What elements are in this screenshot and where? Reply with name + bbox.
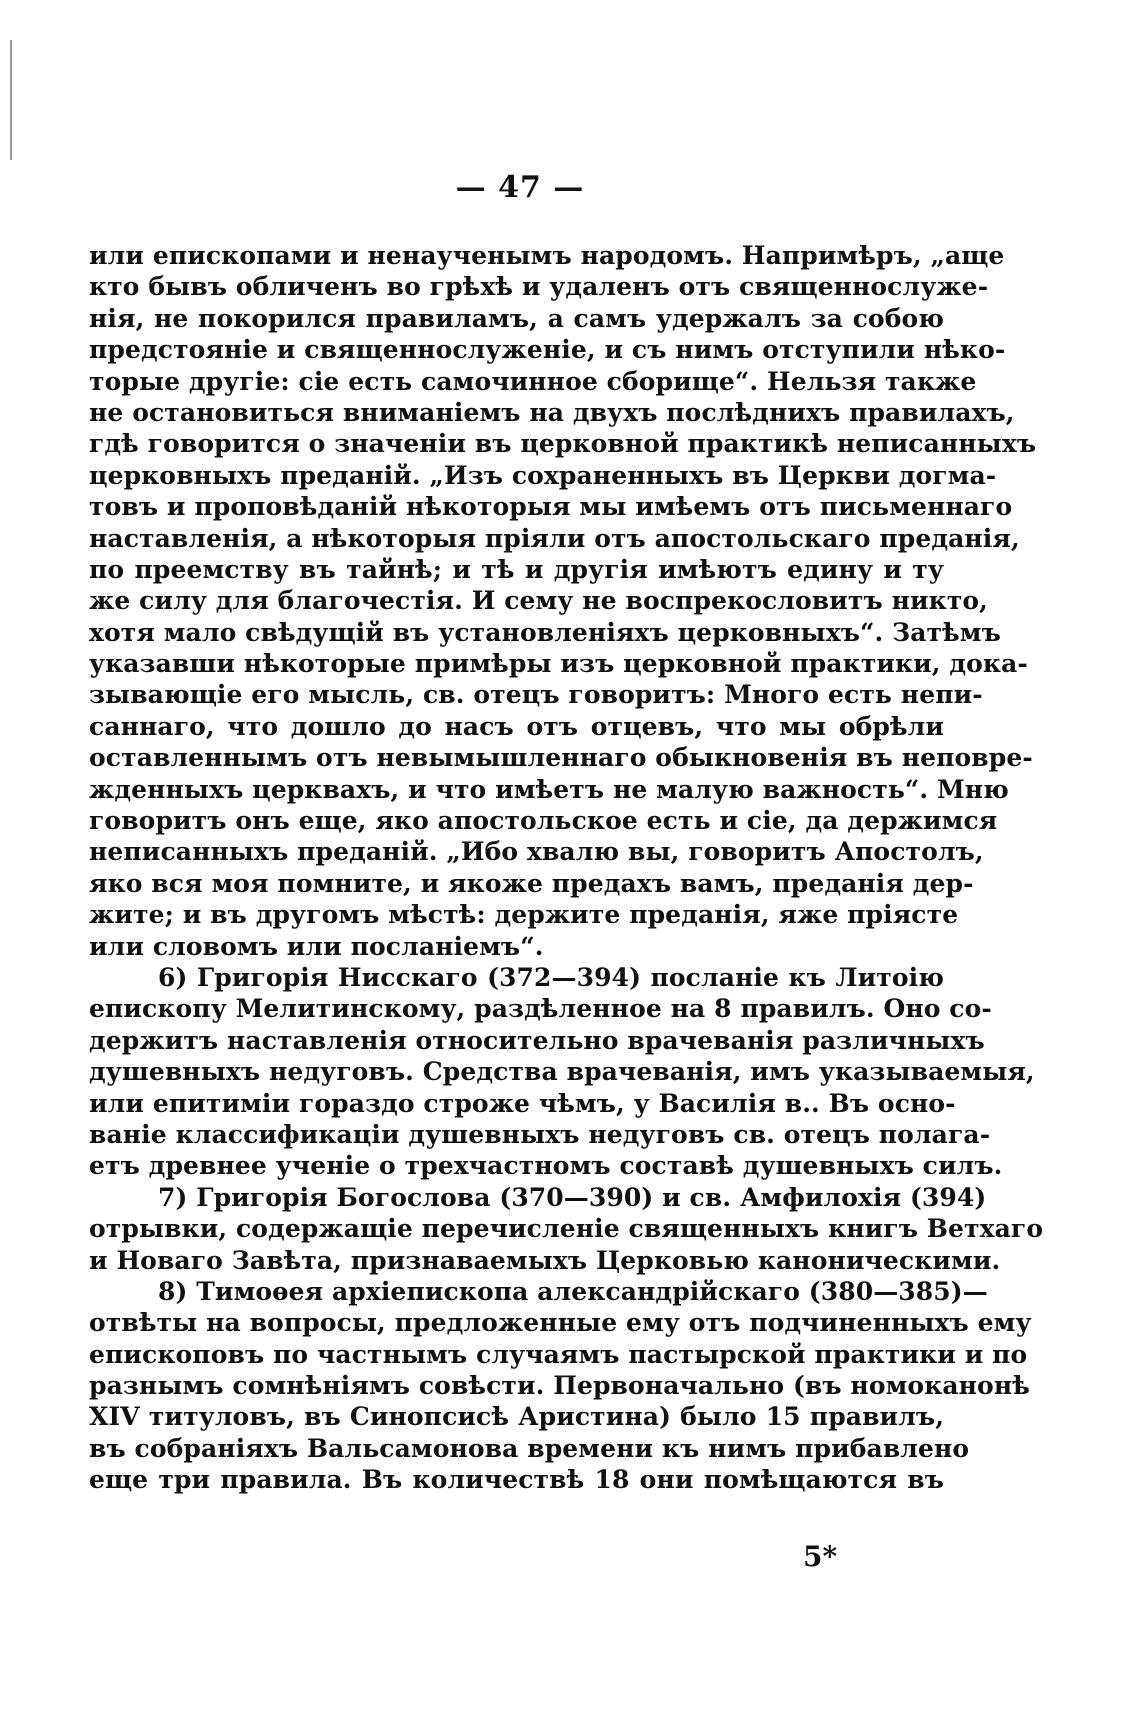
text-line: оставленнымъ отъ невымышленнаго обыкновенія въ неповре- (89, 743, 1033, 773)
paragraph-7-start: 7) Григорія Богослова (370—390) и св. Амфилохія (394) (158, 1182, 987, 1212)
paragraph-8-start: 8) Тимоѳея архіепископа александрійскаго (380—385)— (158, 1276, 988, 1306)
text-line: еще три правила. Въ количествѣ 18 они помѣщаются въ (89, 1465, 944, 1495)
text-line: не остановиться вниманіемъ на двухъ послѣднихъ правилахъ, (89, 397, 1015, 427)
text-line: указавши нѣкоторые примѣры изъ церковной практики, дока- (89, 649, 1028, 679)
paragraph-6-start: 6) Григорія Нисскаго (372—394) посланіе къ Литоію (158, 962, 944, 992)
text-line: епископу Мелитинскому, раздѣленное на 8 правилъ. Оно со- (89, 994, 992, 1024)
text-line: жите; и въ другомъ мѣстѣ: держите преданія, яже пріясте (89, 900, 959, 930)
text-line: отрывки, содержащіе перечисленіе священныхъ книгъ Ветхаго (89, 1214, 1044, 1244)
text-line: торые другіе: сіе есть самочинное сборище“. Нельзя также (89, 366, 977, 396)
text-line: же силу для благочестія. И сему не воспрекословитъ никто, (89, 586, 988, 616)
text-line: говоритъ онъ еще, яко апостольское есть и сіе, да держимся (89, 806, 998, 836)
text-line: въ собраніяхъ Вальсамонова времени къ нимъ прибавлено (89, 1433, 970, 1463)
text-line: зывающіе его мысль, св. отецъ говоритъ: Много есть непи- (89, 680, 983, 710)
text-line: кто бывъ обличенъ во грѣхѣ и удаленъ отъ священнослуже- (89, 272, 989, 302)
text-line: товъ и проповѣданій нѣкоторыя мы имѣемъ отъ письменнаго (89, 492, 1013, 522)
text-line: епископовъ по частнымъ случаямъ пастырской практики и по (89, 1339, 1028, 1369)
text-line: неписанныхъ преданій. „Ибо хвалю вы, говоритъ Апостолъ, (89, 837, 984, 867)
text-line: XIV титуловъ, въ Синопсисѣ Аристина) было 15 правилъ, (89, 1402, 944, 1432)
text-line: предстояніе и священнослуженіе, и съ нимъ отступили нѣко- (89, 335, 1006, 365)
text-line: разнымъ сомнѣніямъ совѣсти. Первоначально (въ номоканонѣ (89, 1371, 1030, 1401)
text-line: гдѣ говорится о значеніи въ церковной практикѣ неписанныхъ (89, 429, 1037, 459)
text-line: наставленія, а нѣкоторыя пріяли отъ апостольскаго преданія, (89, 523, 1020, 553)
paragraph-end-line: или словомъ или посланіемъ“. (89, 931, 544, 961)
text-line: ваніе классификаціи душевныхъ недуговъ св. отецъ полага- (89, 1119, 991, 1149)
text-line: хотя мало свѣдущій въ установленіяхъ церковныхъ“. Затѣмъ (89, 617, 1001, 647)
text-line: и Новаго Завѣта, признаваемыхъ Церковью каноническими. (89, 1245, 1001, 1275)
text-line: етъ древнее ученіе о трехчастномъ составѣ душевныхъ силъ. (89, 1151, 1003, 1181)
text-line: или епископами и ненаученымъ народомъ. Напримѣръ, „аще (89, 241, 1005, 270)
text-line: отвѣты на вопросы, предложенные ему отъ подчиненныхъ ему (89, 1308, 1032, 1338)
text-line: яко вся моя помните, и якоже предахъ вамъ, преданія дер- (89, 868, 974, 898)
text-line: держитъ наставленія относительно врачеванія различныхъ (89, 1025, 985, 1055)
scan-edge-line (10, 40, 12, 160)
text-line: церковныхъ преданій. „Изъ сохраненныхъ въ Церкви догма- (89, 460, 997, 490)
text-line: душевныхъ недуговъ. Средства врачеванія, имъ указываемыя, (89, 1057, 1035, 1087)
printer-signature-mark: 5* (803, 1540, 838, 1573)
page-number: — 47 — (455, 170, 585, 205)
text-line: по преемству въ тайнѣ; и тѣ и другія имѣютъ едину и ту (89, 554, 944, 584)
text-line: саннаго, что дошло до насъ отъ отцевъ, что мы обрѣли (89, 711, 944, 741)
body-text (89, 240, 1044, 1496)
text-line: или епитиміи гораздо строже чѣмъ, у Василія в.. Въ осно- (89, 1088, 956, 1118)
text-line: жденныхъ церквахъ, и что имѣетъ не малую важность“. Мню (89, 774, 1009, 804)
text-line: нія, не покорился правиламъ, а самъ удержалъ за собою (89, 303, 944, 333)
